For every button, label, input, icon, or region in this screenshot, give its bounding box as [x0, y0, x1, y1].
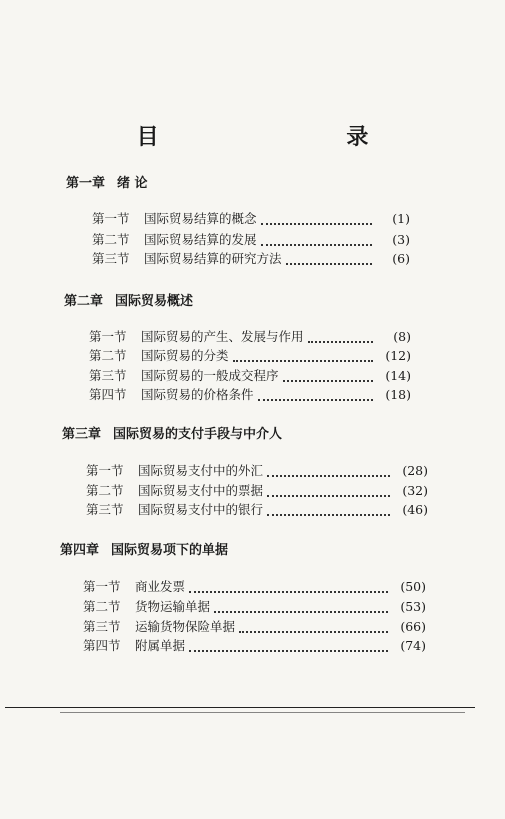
- section-number: 第一节: [92, 211, 130, 226]
- leader-dots: [286, 254, 372, 265]
- toc-entry: [89, 328, 411, 346]
- chapter-number: 第二章: [64, 294, 104, 309]
- section-title: 国际贸易的分类: [141, 348, 229, 363]
- section-number: 第四节: [83, 638, 121, 653]
- section-number: 第四节: [89, 387, 127, 402]
- leader-dots: [261, 235, 372, 246]
- page-number: (53): [400, 599, 426, 614]
- chapter-number: 第四章: [60, 543, 100, 558]
- section-title: 商业发票: [135, 579, 186, 594]
- leader-dots: [214, 602, 388, 613]
- page-number: (50): [400, 579, 426, 594]
- leader-dots: [189, 641, 388, 652]
- section-title: 运输货物保险单据: [135, 619, 236, 634]
- leader-dots: [267, 505, 390, 516]
- page-number: (74): [400, 638, 426, 653]
- toc-entry: [83, 637, 426, 655]
- toc-entry: [86, 462, 428, 480]
- bottom-rule: [5, 707, 475, 708]
- page-number: (46): [402, 502, 428, 517]
- section-title: 国际贸易的一般成交程序: [141, 368, 279, 383]
- section-number: 第三节: [89, 368, 127, 383]
- section-number: 第一节: [86, 463, 124, 478]
- leader-dots: [258, 390, 373, 401]
- page-number: (18): [385, 387, 411, 402]
- page-number: (3): [392, 232, 410, 247]
- chapter-number: 第一章: [66, 176, 106, 191]
- bottom-rule-shadow: [60, 712, 465, 713]
- section-title: 国际贸易结算的概念: [144, 211, 257, 226]
- chapter-title: 国际贸易的支付手段与中介人: [113, 427, 283, 442]
- chapter-heading: [64, 290, 193, 309]
- leader-dots: [261, 214, 372, 225]
- section-number: 第三节: [86, 502, 124, 517]
- section-number: 第一节: [89, 329, 127, 344]
- page-number: (1): [392, 211, 410, 226]
- toc-entry: [89, 386, 411, 404]
- toc-entry: [83, 618, 426, 636]
- page-number: (32): [402, 483, 428, 498]
- page-number: (6): [392, 251, 410, 266]
- section-number: 第一节: [83, 579, 121, 594]
- section-number: 第三节: [92, 251, 130, 266]
- chapter-heading: [60, 539, 228, 558]
- section-number: 第二节: [83, 599, 121, 614]
- section-title: 国际贸易支付中的银行: [138, 502, 264, 517]
- page-title: 目 录: [136, 125, 459, 150]
- toc-entry: [92, 231, 410, 249]
- toc-entry: [89, 347, 411, 365]
- page-number: (28): [402, 463, 428, 478]
- leader-dots: [267, 466, 390, 477]
- toc-entry: [92, 250, 410, 268]
- section-title: 附属单据: [135, 638, 186, 653]
- toc-entry: [89, 367, 411, 385]
- chapter-title: 绪 论: [117, 176, 148, 191]
- section-title: 国际贸易结算的研究方法: [144, 251, 282, 266]
- section-title: 国际贸易的产生、发展与作用: [141, 329, 304, 344]
- toc-entry: [83, 578, 426, 596]
- toc-entry: [86, 482, 428, 500]
- chapter-number: 第三章: [62, 427, 102, 442]
- leader-dots: [308, 332, 373, 343]
- leader-dots: [233, 351, 373, 362]
- section-number: 第三节: [83, 619, 121, 634]
- chapter-title: 国际贸易项下的单据: [111, 543, 229, 558]
- section-number: 第二节: [86, 483, 124, 498]
- section-title: 国际贸易的价格条件: [141, 387, 254, 402]
- section-title: 国际贸易支付中的外汇: [138, 463, 264, 478]
- leader-dots: [239, 622, 388, 633]
- chapter-heading: [66, 172, 148, 191]
- toc-entry: [92, 210, 410, 228]
- page-number: (8): [393, 329, 411, 344]
- chapter-heading: [62, 423, 282, 442]
- section-title: 国际贸易结算的发展: [144, 232, 257, 247]
- leader-dots: [283, 371, 373, 382]
- leader-dots: [189, 582, 388, 593]
- page-number: (12): [385, 348, 411, 363]
- section-number: 第二节: [92, 232, 130, 247]
- toc-entry: [86, 501, 428, 519]
- section-title: 货物运输单据: [135, 599, 211, 614]
- toc-entry: [83, 598, 426, 616]
- section-number: 第二节: [89, 348, 127, 363]
- page-number: (14): [385, 368, 411, 383]
- section-title: 国际贸易支付中的票据: [138, 483, 264, 498]
- leader-dots: [267, 486, 390, 497]
- page-number: (66): [400, 619, 426, 634]
- chapter-title: 国际贸易概述: [115, 294, 194, 309]
